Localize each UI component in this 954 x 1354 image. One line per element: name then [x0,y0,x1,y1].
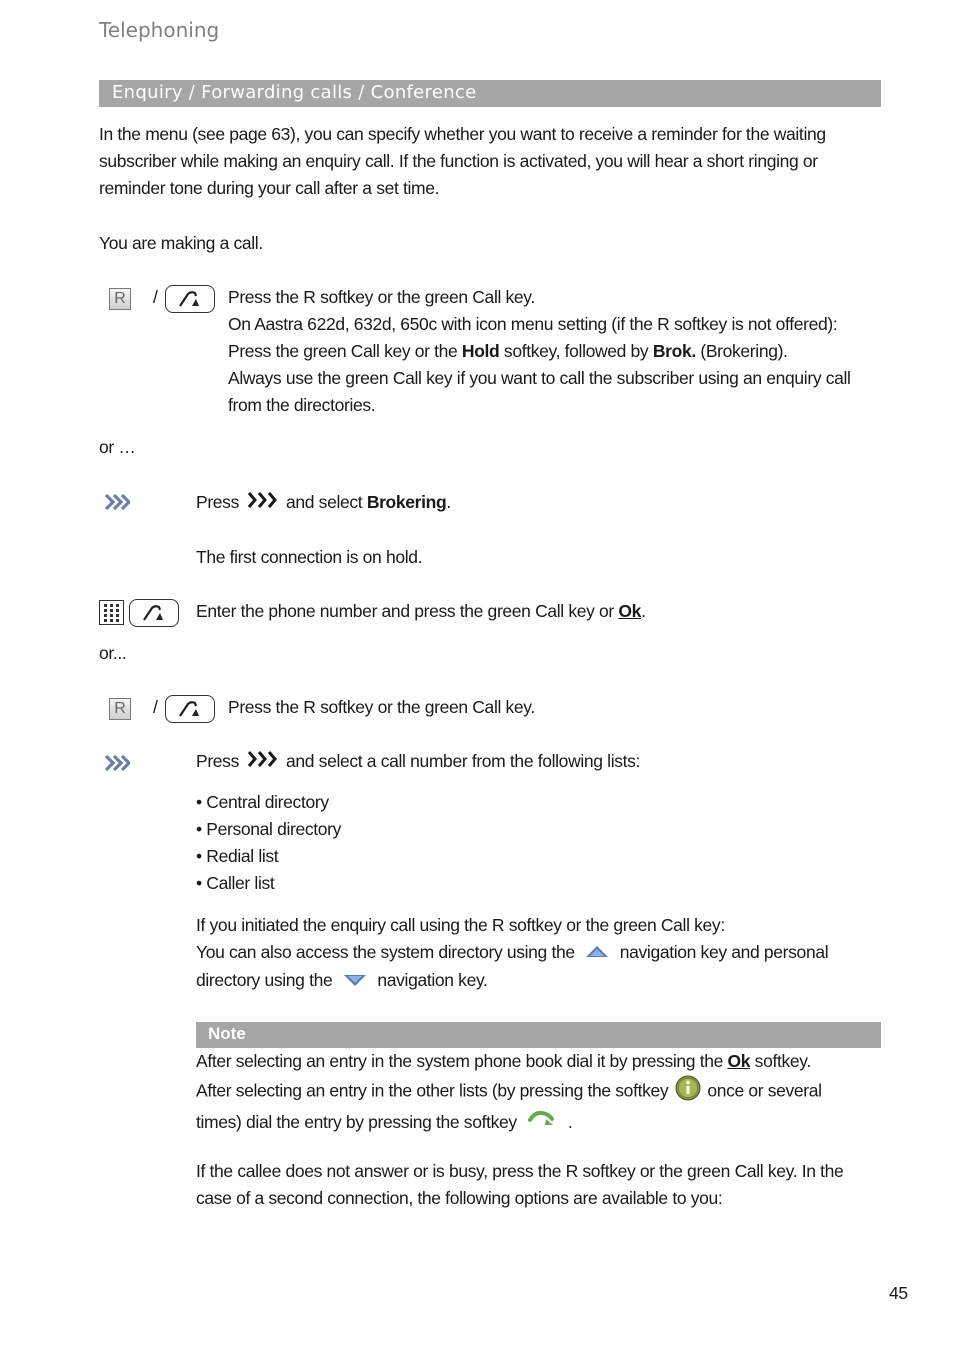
slash-separator: / [153,287,158,307]
closing-line: case of a second connection, the following options are available to you: [196,1188,723,1208]
step1-line: Press the R softkey or the green Call key. [228,287,535,307]
intro-line: reminder tone during your call after a set time. [99,178,440,198]
closing-paragraph [196,1158,886,1212]
note-title: Note [208,1024,246,1043]
call-key-icon [129,599,179,627]
nav-line: You can also access the system directory using the navigation key and personal [196,939,886,967]
call-key-icon [165,695,215,723]
hold-note: The first connection is on hold. [196,547,423,567]
closing-line: If the callee does not answer or is busy, press the R softkey or the green Call key. In the [196,1161,844,1181]
list-item: • Redial list [196,846,279,866]
nav-line: directory using the navigation key. [196,967,886,995]
r-softkey-icon: R [109,698,131,720]
step5-text: Press and select a call number from the following lists: [196,748,876,776]
title-bar [99,80,881,107]
info-icon [675,1075,701,1109]
nav-down-icon [343,968,367,995]
step1-text [228,284,908,419]
intro-line: subscriber while making an enquiry call. If the function is activated, you will hear a short ringing or [99,151,818,171]
slash-separator: / [153,697,158,717]
page-number: 45 [889,1283,908,1303]
keypad-icon [99,600,124,630]
or-separator: or … [99,437,136,457]
hold-softkey-label: Hold [461,341,500,361]
menu-arrows-icon [104,753,130,778]
green-handset-icon [527,1109,557,1137]
step1-line: from the directories. [228,395,376,415]
step1-line: On Aastra 622d, 632d, 650c with icon menu setting (if the R softkey is not offered): [228,314,838,334]
ok-softkey-label: Ok [618,601,642,621]
step1-line: Press the green Call key or the Hold softkey, followed by Brok. (Brokering). [228,341,788,361]
ok-softkey-label: Ok [727,1051,751,1071]
making-call-text: You are making a call. [99,233,263,253]
step1-line: Always use the green Call key if you want to call the subscriber using an enquiry call [228,368,851,388]
nav-up-icon [585,940,609,967]
r-softkey-icon: R [109,288,131,310]
note-line: After selecting an entry in the system phone book dial it by pressing the Ok softkey. [196,1051,811,1071]
menu-arrows-icon [246,749,280,776]
brokering-option: Brokering [366,492,447,512]
step2-text: Press and select Brokering. [196,489,856,517]
menu-arrows-icon [104,492,130,517]
intro-paragraph [99,121,899,202]
section-header: Telephoning [99,18,220,42]
page-title: Enquiry / Forwarding calls / Conference [112,82,477,103]
directory-list [196,789,341,897]
call-key-icon [165,285,215,313]
list-item: • Central directory [196,792,329,812]
note-bar [196,1022,881,1048]
intro-line: In the menu (see page 63), you can specify whether you want to receive a reminder for the waiting [99,124,826,144]
list-item: • Caller list [196,873,275,893]
note-line: times) dial the entry by pressing the softkey . [196,1109,886,1137]
menu-arrows-icon [246,490,280,517]
navigation-paragraph [196,912,886,995]
brok-softkey-label: Brok. [652,341,696,361]
note-line: After selecting an entry in the other lists (by pressing the softkey once or several [196,1075,886,1109]
step3-text: Enter the phone number and press the green Call key or Ok. [196,601,646,621]
nav-line: If you initiated the enquiry call using the R softkey or the green Call key: [196,915,725,935]
or-separator: or... [99,643,127,663]
note-text [196,1048,886,1137]
list-item: • Personal directory [196,819,342,839]
step4-text: Press the R softkey or the green Call key. [228,697,535,717]
